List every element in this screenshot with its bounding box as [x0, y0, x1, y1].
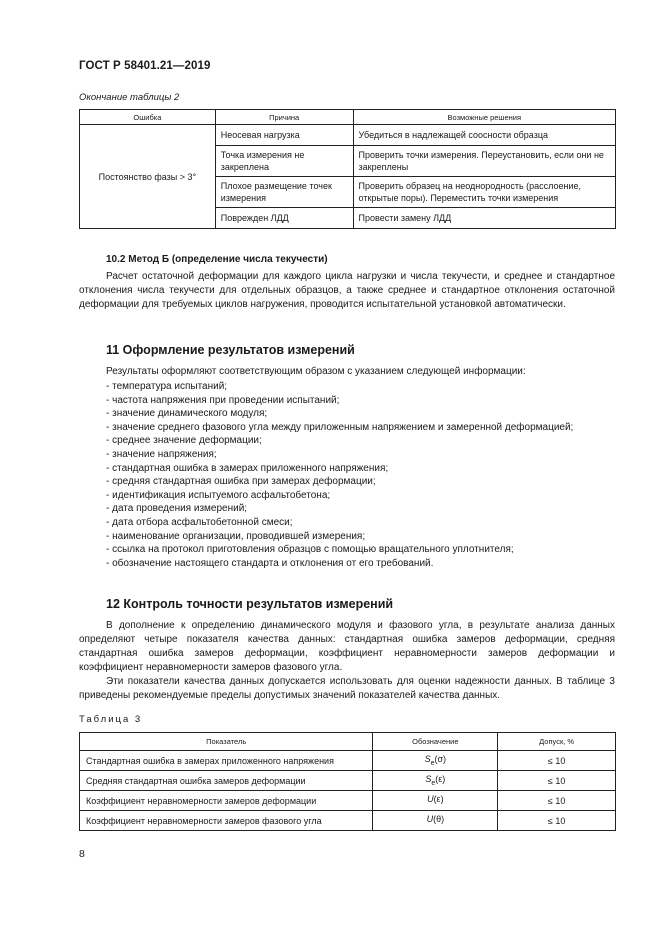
error-cell: Постоянство фазы > 3° — [80, 125, 216, 229]
indicator-cell: Коэффициент неравномерности замеров деформации — [80, 791, 373, 811]
list-item: - стандартная ошибка в замерах приложенного напряжения; — [106, 462, 389, 474]
symbol-letter: U — [426, 814, 434, 825]
solution-cell: Убедиться в надлежащей соосности образца — [353, 125, 615, 146]
list-item: - средняя стандартная ошибка при замерах деформации; — [106, 476, 376, 488]
list-item: - идентификация испытуемого асфальтобетона; — [106, 489, 331, 501]
list-item: - среднее значение деформации; — [106, 435, 262, 447]
cause-cell: Плохое размещение точек измерения — [215, 177, 353, 208]
symbol-argument: (ε) — [435, 774, 446, 785]
indicator-cell: Средняя стандартная ошибка замеров деформации — [80, 771, 373, 791]
column-header: Ошибка — [80, 110, 216, 125]
paragraph-text: В дополнение к определению динамического модуля и фазового угла, в результате анализа данных определяют четыре показателя качества данных: стандартная ошибка замеров деформации, средняя стандартная ошибка замеров деформации, коэффициент неравномерности замеров деформации и коэффициент неравномерности замеров фазового угла. — [79, 620, 615, 673]
symbol-subscript: e — [431, 779, 436, 787]
symbol-cell — [373, 811, 498, 831]
table2-caption: Окончание таблицы 2 — [79, 92, 180, 103]
solution-cell: Проверить образец на неоднородность (расслоение, открытые поры). Переместить точки измерения — [353, 177, 615, 208]
list-item: - обозначение настоящего стандарта и отклонения от его требований. — [106, 557, 434, 569]
symbol-letter: S — [425, 774, 432, 785]
list-item: - значение динамического модуля; — [106, 408, 268, 420]
tolerance-cell: ≤ 10 — [498, 811, 616, 831]
section-10-2-title: 10.2 Метод Б (определение числа текучести) — [106, 254, 328, 265]
table-3 — [79, 732, 616, 831]
list-item: - значение напряжения; — [106, 448, 217, 460]
column-header: Показатель — [80, 733, 373, 751]
symbol-cell — [373, 751, 498, 771]
symbol-subscript: e — [430, 759, 435, 767]
column-header: Обозначение — [373, 733, 498, 751]
table-2 — [79, 109, 616, 229]
symbol-argument: (σ) — [434, 754, 447, 765]
indicator-cell: Коэффициент неравномерности замеров фазового угла — [80, 811, 373, 831]
results-list — [79, 380, 615, 570]
symbol-cell — [373, 771, 498, 791]
table-row — [80, 771, 616, 791]
tolerance-cell: ≤ 10 — [498, 791, 616, 811]
table-row — [80, 751, 616, 771]
symbol-letter: U — [427, 794, 434, 805]
column-header: Допуск, % — [498, 733, 616, 751]
table-row — [80, 811, 616, 831]
section-10-2-paragraph — [79, 270, 615, 312]
table-header-row — [80, 733, 616, 751]
document-code: ГОСТ Р 58401.21—2019 — [79, 60, 211, 72]
paragraph-text: Расчет остаточной деформации для каждого цикла нагрузки и числа текучести, и среднее и стандартное отклонения числа текучести для отдельных образцов, а также среднее и стандартное отклонения остаточной деформации для требуемых циклов нагружения, проводится испытательной установкой автоматически. — [79, 271, 615, 310]
symbol-letter: S — [424, 754, 431, 765]
symbol-argument: (ε) — [433, 794, 444, 805]
tolerance-cell: ≤ 10 — [498, 751, 616, 771]
cause-cell: Поврежден ЛДД — [215, 208, 353, 229]
table-header-row — [80, 110, 616, 125]
section-12-paragraph-2 — [79, 675, 615, 703]
table3-caption: Таблица 3 — [79, 714, 143, 725]
cause-cell: Точка измерения не закреплена — [215, 146, 353, 177]
section-12-title: 12 Контроль точности результатов измерений — [106, 597, 394, 611]
list-item: - температура испытаний; — [106, 381, 228, 392]
list-item: - наименование организации, проводившей измерения; — [106, 530, 366, 542]
tolerance-cell: ≤ 10 — [498, 771, 616, 791]
section-11-title: 11 Оформление результатов измерений — [106, 343, 355, 357]
symbol-argument: (θ) — [433, 814, 445, 825]
symbol-cell — [373, 791, 498, 811]
list-item: - дата отбора асфальтобетонной смеси; — [106, 516, 293, 528]
paragraph-text: Эти показатели качества данных допускается использовать для оценки надежности данных. В таблице 3 приведены рекомендуемые пределы допустимых значений показателей качества данных. — [79, 676, 615, 701]
table-row — [80, 791, 616, 811]
solution-cell: Провести замену ЛДД — [353, 208, 615, 229]
column-header: Причина — [215, 110, 353, 125]
cause-cell: Неосевая нагрузка — [215, 125, 353, 146]
list-item: - ссылка на протокол приготовления образцов с помощью вращательного уплотнителя; — [106, 544, 514, 556]
paragraph-text: Результаты оформляют соответствующим образом с указанием следующей информации: — [106, 366, 526, 377]
page-number: 8 — [79, 848, 85, 860]
section-11-intro — [79, 365, 615, 379]
column-header: Возможные решения — [353, 110, 615, 125]
solution-cell: Проверить точки измерения. Переустановить, если они не закреплены — [353, 146, 615, 177]
list-item: - значение среднего фазового угла между приложенным напряжением и замеренной деформацией; — [106, 421, 574, 433]
list-item: - дата проведения измерений; — [106, 503, 248, 515]
table-row — [80, 125, 616, 146]
list-item: - частота напряжения при проведении испытаний; — [106, 394, 340, 406]
section-12-paragraph-1 — [79, 619, 615, 675]
indicator-cell: Стандартная ошибка в замерах приложенного напряжения — [80, 751, 373, 771]
